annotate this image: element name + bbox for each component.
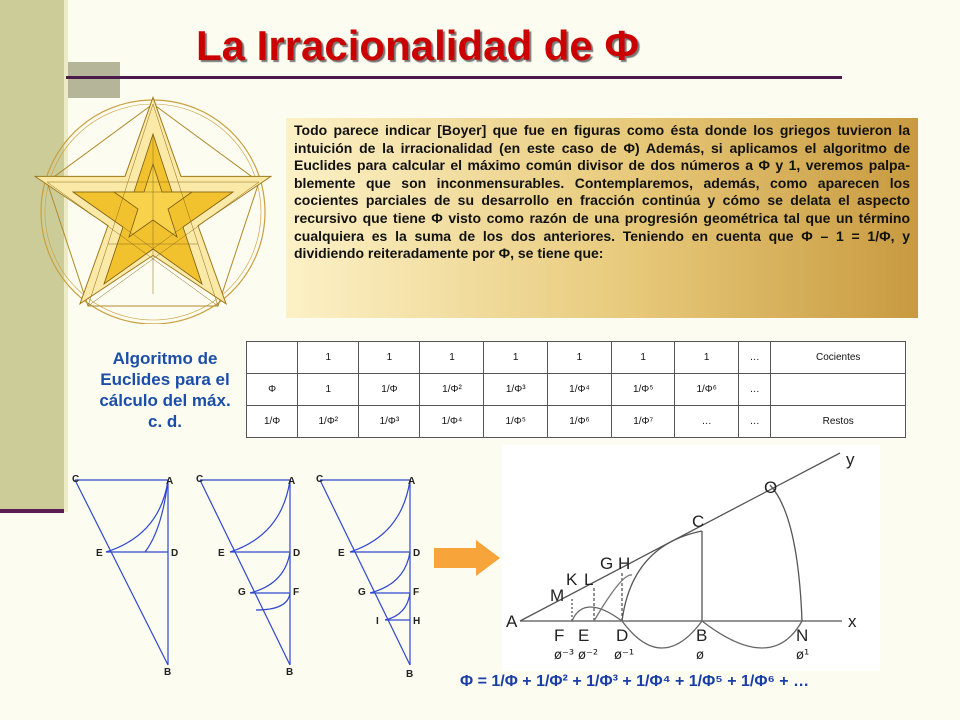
table-row xyxy=(247,374,906,406)
table-cell xyxy=(771,374,906,406)
tri3-label-c: C xyxy=(316,474,324,485)
table-cell: … xyxy=(738,342,771,374)
table-cell: 1 xyxy=(298,342,359,374)
sidebar-bottom-rule xyxy=(0,509,64,513)
tri3-label-a: A xyxy=(408,476,416,487)
geo-label-y: y xyxy=(846,450,855,469)
tri3-label-f: F xyxy=(413,587,420,598)
tri2-label-d: D xyxy=(293,548,301,559)
table-cell: … xyxy=(738,374,771,406)
geo-label-l: L xyxy=(584,570,594,589)
geo-label-o: O xyxy=(764,478,778,497)
tri1-label-a: A xyxy=(166,476,174,487)
table-cell: 1/Φ⁶ xyxy=(547,406,611,438)
geo-label-f: F xyxy=(554,626,565,645)
tri1-label-d: D xyxy=(171,548,179,559)
geo-label-g: G xyxy=(600,554,614,573)
table-cell: Φ xyxy=(247,374,298,406)
euclid-table xyxy=(246,341,906,438)
table-cell: 1/Φ⁷ xyxy=(611,406,675,438)
geometric-construction xyxy=(502,445,880,671)
table-cell: … xyxy=(675,406,738,438)
geo-marker-phi-1: ø¹ xyxy=(796,648,810,663)
table-cell: 1 xyxy=(359,342,420,374)
description-paragraph: Todo parece indicar [Boyer] que fue en figuras como ésta donde los griegos tuvieron la intuición de la irracionalidad (en este caso de Φ) Además, si aplicamos el algoritmo de Euclides para calcular el máximo común divisor de dos números a Φ y 1, veremos palpa-blemente que son inconmensurables. Contemplaremos, además, como aparecen los cocientes parciales de su desarrollo en fracción continúa y cómo se delata el aspecto recursivo que tiene Φ visto como razón de una progresión geométrica tal que un término cualquiera es la suma de los dos anteriores. Teniendo en cuenta que Φ – 1 = 1/Φ, y dividiendo reiteradamente por Φ, se tiene que: xyxy=(286,118,918,318)
tri3-label-b: B xyxy=(406,669,414,680)
table-cell: 1/Φ xyxy=(359,374,420,406)
table-cell: 1/Φ⁴ xyxy=(547,374,611,406)
tri3-label-i: I xyxy=(376,616,379,627)
tri1-label-b: B xyxy=(164,667,172,678)
table-cell: 1/Φ² xyxy=(298,406,359,438)
table-cell xyxy=(247,342,298,374)
table-row xyxy=(247,342,906,374)
tri2-label-a: A xyxy=(288,476,296,487)
slide-title: La Irracionalidad de Φ xyxy=(196,22,639,69)
tri3-label-e: E xyxy=(338,548,345,559)
geo-marker-phi: ø xyxy=(696,648,704,663)
tri1-label-c: C xyxy=(72,474,80,485)
table-cell: 1/Φ² xyxy=(420,374,484,406)
right-arrow-icon xyxy=(434,540,504,580)
table-cell: … xyxy=(738,406,771,438)
table-cell: Restos xyxy=(771,406,906,438)
golden-star-illustration xyxy=(28,94,278,324)
algorithm-label: Algoritmo de Euclides para el cálculo del máx. c. d. xyxy=(99,349,231,431)
geo-label-h: H xyxy=(618,554,631,573)
geo-label-e: E xyxy=(578,626,590,645)
geo-label-n: N xyxy=(796,626,809,645)
title-rule xyxy=(66,76,842,79)
accent-box xyxy=(68,62,120,98)
tri3-label-h: H xyxy=(413,616,421,627)
table-cell: 1/Φ³ xyxy=(359,406,420,438)
table-cell: 1/Φ⁵ xyxy=(611,374,675,406)
geo-label-d: D xyxy=(616,626,629,645)
table-cell: 1 xyxy=(675,342,738,374)
table-cell: 1 xyxy=(611,342,675,374)
table-cell: 1 xyxy=(484,342,548,374)
tri1-label-e: E xyxy=(96,548,103,559)
tri2-label-g: G xyxy=(238,587,246,598)
tri2-label-e: E xyxy=(218,548,225,559)
table-cell: 1/Φ⁶ xyxy=(675,374,738,406)
geo-marker-phi-neg1: ø⁻¹ xyxy=(614,648,635,663)
series-formula: Φ = 1/Φ + 1/Φ² + 1/Φ³ + 1/Φ⁴ + 1/Φ⁵ + 1/Φ⁶ + … xyxy=(460,673,810,690)
geo-label-m: M xyxy=(550,586,565,605)
geo-label-a: A xyxy=(506,612,518,631)
table-cell: Cocientes xyxy=(771,342,906,374)
table-cell: 1 xyxy=(298,374,359,406)
tri2-label-c: C xyxy=(196,474,204,485)
geo-label-k: K xyxy=(566,570,578,589)
table-row xyxy=(247,406,906,438)
tri3-label-g: G xyxy=(358,587,366,598)
geo-marker-phi-neg3: ø⁻³ xyxy=(554,648,575,663)
geometric-construction-panel xyxy=(502,445,880,671)
geo-label-c: C xyxy=(692,512,705,531)
table-cell: 1 xyxy=(420,342,484,374)
geo-label-b: B xyxy=(696,626,708,645)
table-cell: 1/Φ xyxy=(247,406,298,438)
euclid-triangles xyxy=(60,460,440,690)
tri3-label-d: D xyxy=(413,548,421,559)
table-cell: 1/Φ³ xyxy=(484,374,548,406)
table-cell: 1 xyxy=(547,342,611,374)
table-cell: 1/Φ⁵ xyxy=(484,406,548,438)
tri2-label-b: B xyxy=(286,667,294,678)
table-cell: 1/Φ⁴ xyxy=(420,406,484,438)
tri2-label-f: F xyxy=(293,587,300,598)
geo-label-x: x xyxy=(848,612,857,631)
geo-marker-phi-neg2: ø⁻² xyxy=(578,648,599,663)
